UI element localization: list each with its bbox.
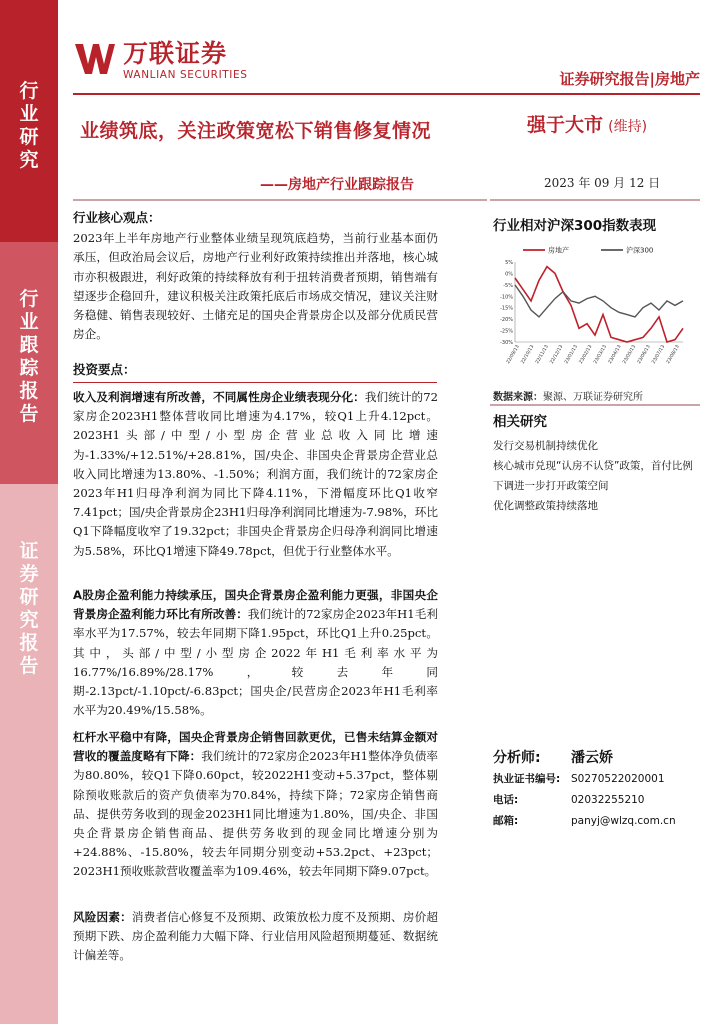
y-tick-label: -20% — [500, 317, 513, 324]
phone-number: 02032255210 — [571, 794, 645, 806]
analyst-name: 潘云娇 — [571, 750, 613, 766]
email-address[interactable]: panyj@wlzq.com.cn — [571, 815, 676, 827]
point-1-lead: 收入及利润增速有所改善，不同属性房企业绩表现分化： — [73, 390, 365, 404]
x-tick-label: 23/05/13 — [622, 344, 638, 365]
point-3-lead: 杠杆水平稳中有降，国央企背景房企销售回款更优，已售未结算金额对营收的覆盖度略有下降： — [73, 730, 438, 764]
invest-point-2 — [73, 586, 438, 720]
chart-source — [493, 388, 703, 403]
x-tick-label: 23/06/13 — [636, 344, 652, 365]
source-label: 数据来源： — [493, 392, 543, 403]
y-tick-label: -10% — [500, 294, 513, 301]
x-tick-label: 22/12/13 — [549, 344, 565, 365]
point-2-text: 我们统计的72家房企2023年H1毛利率水平为17.57%，较去年同期下降1.95pct，环比Q1上升0.25pct。其中，头部/中型/小型房企2022年H1毛利率水平为16.77%/16.89%/28.17%，较去年同期-2.13pct/-1.10pct/-6.83pct；国央企/民营房企2023年H1毛利率水平为20.49%/15.58%。 — [73, 607, 438, 718]
x-tick-label: 23/03/13 — [593, 344, 609, 365]
x-tick-label: 22/10/13 — [520, 344, 536, 365]
x-tick-label: 23/08/13 — [666, 344, 681, 365]
license-number: S0270522020001 — [571, 773, 665, 785]
x-tick-label: 22/09/13 — [506, 344, 521, 365]
sidebar-label-securities-research-report: 证 券 研 究 报 告 — [19, 540, 39, 677]
series-line-0 — [515, 267, 683, 342]
point-2-lead: A股房企盈利能力持续承压，国央企背景房企盈利能力更强，非国央企背景房企盈利能力环比有所改善： — [73, 588, 438, 622]
core-view-section — [73, 208, 438, 344]
y-tick-label: 0% — [505, 271, 513, 278]
wanlian-logo-icon — [73, 40, 117, 78]
rating — [527, 110, 647, 137]
analyst-info — [493, 748, 703, 832]
analyst-label: 分析师: — [493, 750, 541, 766]
series-line-1 — [515, 285, 683, 317]
invest-point-1 — [73, 388, 438, 561]
email-label: 邮箱: — [493, 815, 519, 827]
x-tick-label: 23/07/13 — [651, 344, 667, 365]
rating-status: (维持) — [608, 119, 648, 135]
license-label: 执业证书编号: — [493, 773, 561, 785]
y-tick-label: -5% — [503, 282, 513, 289]
risk-text: 消费者信心修复不及预期、政策放松力度不及预期、房价超预期下跌、房企盈利能力大幅下降、行业信用风险超预期蔓延、数据统计偏差等。 — [73, 910, 438, 963]
source-divider — [490, 404, 700, 406]
chart-heading: 行业相对沪深300指数表现 — [493, 218, 657, 234]
analyst-row — [493, 790, 703, 811]
related-item[interactable]: 优化调整政策持续落地 — [493, 500, 598, 512]
x-tick-label: 23/02/13 — [578, 344, 594, 365]
report-subtitle: ——房地产行业跟踪报告 — [260, 177, 414, 193]
y-tick-label: 5% — [505, 260, 513, 266]
analyst-row — [493, 748, 703, 769]
source-text: 聚源、万联证券研究所 — [543, 392, 643, 403]
analyst-row — [493, 811, 703, 832]
risk-lead: 风险因素： — [73, 910, 132, 924]
report-title: 业绩筑底，关注政策宽松下销售修复情况 — [80, 120, 432, 142]
logo-chinese-name: 万联证券 — [123, 39, 228, 68]
brand-logo — [73, 40, 248, 81]
title-divider-left — [73, 199, 487, 201]
header-divider — [73, 93, 700, 95]
related-research — [493, 410, 703, 516]
rating-main: 强于大市 — [527, 114, 604, 136]
y-tick-label: -15% — [500, 305, 513, 312]
y-tick-label: -30% — [500, 340, 513, 346]
point-1-text: 我们统计的72家房企2023H1整体营收同比增速为4.17%，较Q1上升4.12pct。2023H1头部/中型/小型房企营业总收入同比增速为-1.33%/+12.51%/+28.81%，国/央企、非国央企背景房企营业总收入同比增速为13.80%、-1.50%；利润方面，我们统计的72家房企2023年H1归母净利润为同比下降4.11%，下滑幅度环比Q1收窄7.41pct；国/央企背景房企23H1归母净利润同比增速为-7.98%，环比Q1下降幅度收窄了19.32pct；非国央企背景房企归母净利润同比增速为5.58%，环比Q1增速下降49.78pct，但优于行业整体水平。 — [73, 390, 438, 558]
related-item[interactable]: 发行交易机制持续优化 — [493, 440, 598, 452]
related-item[interactable]: 核心城市兑现“认房不认贷”政策，首付比例下调进一步打开政策空间 — [493, 460, 693, 492]
sidebar-label-industry-research: 行 业 研 究 — [19, 80, 39, 171]
logo-english-name: WANLIAN SECURITIES — [123, 69, 248, 81]
analyst-row — [493, 769, 703, 790]
x-tick-label: 22/11/13 — [535, 344, 550, 365]
report-date: 2023 年 09 月 12 日 — [544, 176, 661, 190]
point-3-text: 我们统计的72家房企2023年H1整体净负债率为80.80%，较Q1下降0.60pct，较2022H1变动+5.37pct，整体剔除预收账款后的资产负债率为70.84%，持续下降；72家房企销售商品、提供劳务收到的现金2023H1同比增速为1.80%，国/央企、非国央企背景房企销售商品、提供劳务收到的现金同比增速分别为+24.88%、-15.80%，较去年同期分别变动+53.2pct、+23pct；2023H1预收账款营收覆盖率为109.46%，较去年同期下降9.07pct。 — [73, 749, 438, 879]
invest-heading-wrap — [73, 360, 438, 379]
chart-heading-wrap — [493, 214, 703, 234]
section-divider — [73, 382, 437, 383]
core-view-heading: 行业核心观点： — [73, 210, 161, 225]
report-type: 证券研究报告|房地产 — [559, 70, 700, 88]
phone-label: 电话: — [493, 794, 519, 806]
legend-label-0: 房地产 — [548, 246, 569, 255]
related-heading: 相关研究 — [493, 414, 547, 430]
y-tick-label: -25% — [500, 328, 513, 335]
x-tick-label: 23/01/13 — [564, 344, 579, 365]
title-divider-right — [490, 199, 700, 201]
x-tick-label: 23/04/13 — [607, 344, 623, 365]
legend-label-1: 沪深300 — [626, 246, 654, 255]
invest-point-3 — [73, 728, 438, 882]
sidebar-label-industry-tracking-report: 行 业 跟 踪 报 告 — [19, 288, 39, 425]
relative-performance-chart — [493, 240, 693, 380]
risk-factors — [73, 908, 438, 966]
core-view-text: 2023年上半年房地产行业整体业绩呈现筑底趋势，当前行业基本面仍承压，但政治局会议后，房地产行业利好政策持续推出并落地，核心城市亦积极跟进，利好政策的持续释放有利于扭转消费者预期，销售端有望逐步企稳回升，建议积极关注政策托底后市场成交情况，建议关注财务稳健、销售表现较好、土储充足的国央企背景房企以及部分优质民营房企。 — [73, 231, 438, 342]
invest-points-heading: 投资要点： — [73, 362, 136, 377]
